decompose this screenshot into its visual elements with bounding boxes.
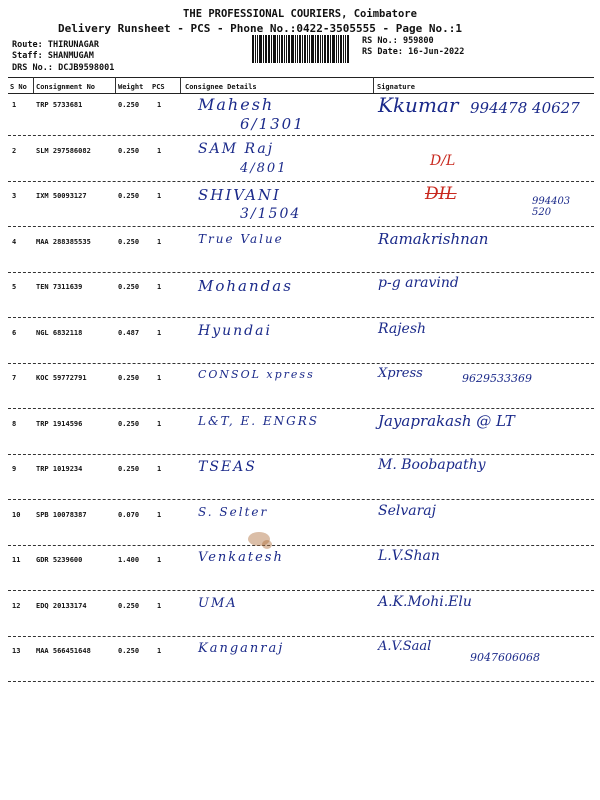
company-title: THE PROFESSIONAL COURIERS, Coimbatore xyxy=(183,8,417,20)
rs-date-line xyxy=(362,47,464,57)
weight-cell: 0.250 xyxy=(118,237,140,246)
consignment-cell: TRP 1914596 xyxy=(36,419,83,428)
sno-cell: 11 xyxy=(12,556,21,564)
signature-handwriting: Jayaprakash @ LT xyxy=(378,411,515,430)
route-value: THIRUNAGAR xyxy=(47,40,100,50)
rs-date-value: 16-Jun-2022 xyxy=(408,47,465,57)
signature-handwriting: L.V.Shan xyxy=(378,548,440,564)
row-divider xyxy=(8,636,594,637)
signature-handwriting: p-g aravind xyxy=(378,275,459,291)
consignee-handwriting: TSEAS xyxy=(198,459,257,475)
row-divider xyxy=(8,545,594,546)
column-weight: Weight xyxy=(118,83,144,91)
consignee-handwriting: Hyundai xyxy=(198,322,272,339)
consignee-handwriting: Venkatesh xyxy=(198,550,284,565)
column-divider xyxy=(115,77,116,93)
weight-cell: 0.250 xyxy=(118,465,140,473)
consignment-cell: MAA 566451648 xyxy=(36,647,91,655)
sno-cell: 3 xyxy=(12,192,17,200)
signature-handwriting: Selvaraj xyxy=(378,502,436,519)
column-consignee: Consignee Details xyxy=(185,83,257,91)
rs-no-line xyxy=(362,36,434,46)
sno-cell: 9 xyxy=(12,465,17,473)
row-divider xyxy=(8,499,594,500)
weight-cell: 0.250 xyxy=(118,419,140,428)
weight-cell: 0.250 xyxy=(118,601,140,610)
pcs-cell: 1 xyxy=(157,146,162,155)
staff-value: SHANMUGAM xyxy=(47,51,94,61)
signature-note: 994403 520 xyxy=(532,196,571,218)
route-line xyxy=(12,40,99,50)
pcs-cell: 1 xyxy=(157,465,162,473)
column-consignment: Consignment No xyxy=(36,83,96,91)
row-divider xyxy=(8,226,594,227)
pcs-cell: 1 xyxy=(157,601,162,610)
pcs-cell: 1 xyxy=(157,647,162,655)
weight-cell: 0.250 xyxy=(118,374,140,382)
sno-cell: 2 xyxy=(12,146,17,155)
signature-note: 9629533369 xyxy=(462,372,532,385)
row-divider xyxy=(8,272,594,273)
row-divider xyxy=(8,135,594,136)
consignee-handwriting: 4/801 xyxy=(240,160,288,176)
sno-cell: 6 xyxy=(12,328,17,337)
signature-handwriting: Xpress xyxy=(378,366,423,381)
pcs-cell: 1 xyxy=(157,237,162,246)
consignment-cell: KOC 59772791 xyxy=(36,374,87,382)
drs-value: DCJB9598001 xyxy=(58,63,115,73)
signature-handwriting: Kkumar xyxy=(378,93,459,117)
consignment-cell: GDR 5239600 xyxy=(36,556,83,564)
signature-note: 9047606068 xyxy=(470,651,540,664)
consignee-handwriting: 6/1301 xyxy=(240,115,305,133)
consignment-cell: TRP 5733681 xyxy=(36,101,83,109)
barcode xyxy=(252,35,352,63)
consignment-cell: SPB 10078387 xyxy=(36,510,87,519)
row-divider xyxy=(8,681,594,682)
staff-label: Staff: xyxy=(12,51,43,61)
signature-handwriting: Ramakrishnan xyxy=(378,229,489,248)
consignee-handwriting: SHIVANI xyxy=(198,186,281,204)
consignee-handwriting: Mahesh xyxy=(198,95,275,114)
row-divider xyxy=(8,408,594,409)
pcs-cell: 1 xyxy=(157,192,162,200)
rs-no-value: 959800 xyxy=(402,36,434,46)
sno-cell: 4 xyxy=(12,237,17,246)
consignee-handwriting: L&T, E. ENGRS xyxy=(198,413,320,428)
column-signature: Signature xyxy=(377,83,415,91)
consignee-handwriting: S. Selter xyxy=(198,504,269,519)
sno-cell: 10 xyxy=(12,510,21,519)
consignee-handwriting: Kanganraj xyxy=(198,641,285,656)
column-divider xyxy=(180,77,181,93)
column-sno: S No xyxy=(10,83,27,91)
row-divider xyxy=(8,363,594,364)
signature-handwriting: Rajesh xyxy=(378,320,427,337)
pcs-cell: 1 xyxy=(157,419,162,428)
weight-cell: 0.250 xyxy=(118,146,140,155)
consignee-handwriting: Mohandas xyxy=(198,277,293,295)
sno-cell: 13 xyxy=(12,647,21,655)
consignee-handwriting: 3/1504 xyxy=(240,206,302,222)
sno-cell: 7 xyxy=(12,374,17,382)
signature-handwriting: DIL xyxy=(425,184,457,204)
drs-label: DRS No.: xyxy=(12,63,53,73)
column-divider xyxy=(33,77,34,93)
column-divider xyxy=(373,77,374,93)
consignee-handwriting: True Value xyxy=(198,231,284,246)
pcs-cell: 1 xyxy=(157,101,162,109)
column-pcs: PCS xyxy=(152,83,165,91)
consignment-cell: IXM 50093127 xyxy=(36,192,87,200)
weight-cell: 0.250 xyxy=(118,647,140,655)
staff-line xyxy=(12,51,94,61)
weight-cell: 0.487 xyxy=(118,328,140,337)
consignment-cell: TEN 7311639 xyxy=(36,283,83,291)
weight-cell: 0.250 xyxy=(118,101,140,109)
drs-line xyxy=(12,63,114,73)
runsheet-title: Delivery Runsheet - PCS - Phone No.:0422-3505555 - Page No.:1 xyxy=(58,22,462,35)
row-divider xyxy=(8,590,594,591)
pcs-cell: 1 xyxy=(157,510,162,519)
table-top-rule xyxy=(8,77,594,78)
consignment-cell: MAA 288385535 xyxy=(36,237,91,246)
rs-date-label: RS Date: xyxy=(362,47,403,57)
consignee-handwriting: SAM Raj xyxy=(198,140,275,157)
pcs-cell: 1 xyxy=(157,556,162,564)
signature-handwriting: A.V.Saal xyxy=(378,639,432,654)
table-header-rule xyxy=(8,93,594,94)
rs-no-label: RS No.: xyxy=(362,36,398,46)
consignment-cell: NGL 6832118 xyxy=(36,328,83,337)
row-divider xyxy=(8,317,594,318)
signature-note: 994478 40627 xyxy=(470,99,580,117)
consignment-cell: EDQ 20133174 xyxy=(36,601,87,610)
pcs-cell: 1 xyxy=(157,374,162,382)
consignee-handwriting: CONSOL xpress xyxy=(198,368,315,381)
row-divider xyxy=(8,181,594,182)
weight-cell: 0.070 xyxy=(118,510,140,519)
weight-cell: 0.250 xyxy=(118,283,140,291)
sno-cell: 5 xyxy=(12,283,17,291)
consignment-cell: TRP 1019234 xyxy=(36,465,83,473)
sno-cell: 1 xyxy=(12,101,17,109)
signature-handwriting: A.K.Mohi.Elu xyxy=(378,593,472,610)
ink-stain xyxy=(262,540,272,549)
consignment-cell: SLM 297586082 xyxy=(36,146,91,155)
pcs-cell: 1 xyxy=(157,328,162,337)
signature-note: D/L xyxy=(430,152,456,169)
route-label: Route: xyxy=(12,40,43,50)
sno-cell: 8 xyxy=(12,419,17,428)
row-divider xyxy=(8,454,594,455)
weight-cell: 0.250 xyxy=(118,192,140,200)
sno-cell: 12 xyxy=(12,601,21,610)
pcs-cell: 1 xyxy=(157,283,162,291)
weight-cell: 1.400 xyxy=(118,556,140,564)
consignee-handwriting: UMA xyxy=(198,595,238,611)
signature-handwriting: M. Boobapathy xyxy=(378,457,486,473)
